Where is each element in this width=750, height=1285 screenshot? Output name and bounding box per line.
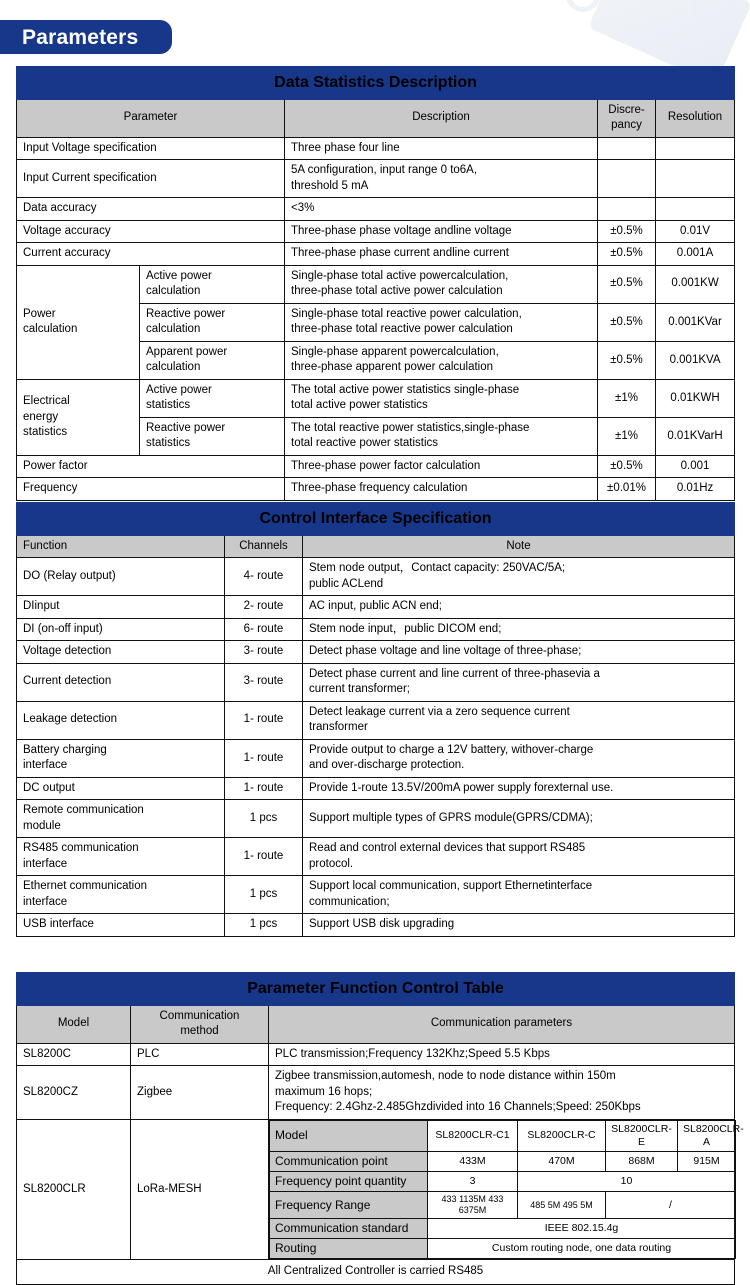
lora-row-communication-standard [270, 1219, 736, 1239]
cell-channels: 1- route [225, 701, 303, 739]
column-header-note: Note [303, 535, 735, 558]
lora-model-value: SL8200CLR-A [678, 1120, 736, 1151]
column-header-description: Description [285, 99, 598, 137]
cell-parameters: Zigbee transmission,automesh, node to node distance within 150m maximum 16 hops; Frequency: 2.4Ghz-2.485Ghzdivided into 16 Channels;Speed: 250Kbps [269, 1066, 735, 1120]
table-row [17, 455, 735, 478]
cell-discrepancy: ±0.01% [598, 478, 656, 501]
cell-resolution: 0.001KW [656, 265, 735, 303]
cell-discrepancy: ±0.5% [598, 303, 656, 341]
cell-resolution: 0.001KVA [656, 341, 735, 379]
lora-row-model [270, 1120, 736, 1151]
cell-channels: 6- route [225, 618, 303, 641]
cell-description: Three-phase power factor calculation [285, 455, 598, 478]
cell-channels: 1 pcs [225, 876, 303, 914]
table-title-row [17, 503, 735, 536]
cell-parameter: Current accuracy [17, 243, 285, 266]
cell-resolution [656, 137, 735, 160]
lora-row-frequency-range [270, 1191, 736, 1219]
cell-resolution: 0.001KVar [656, 303, 735, 341]
table-row [17, 701, 735, 739]
cell-note: Provide output to charge a 12V battery, withover-charge and over-discharge protection. [303, 739, 735, 777]
lora-model-value: SL8200CLR-C [518, 1120, 606, 1151]
lora-model-value: SL8200CLR-C1 [428, 1120, 518, 1151]
cell-parameter-sub: Apparent power calculation [140, 341, 285, 379]
cell-function: Remote communication module [17, 800, 225, 838]
watermark-shape-1 [588, 0, 750, 70]
table-footer-row [17, 1260, 735, 1285]
cell-function: Current detection [17, 663, 225, 701]
lora-label-communication-standard: Communication standard [270, 1219, 428, 1239]
data-statistics-table [16, 66, 735, 501]
footer-note: All Centralized Controller is carried RS485 [17, 1260, 735, 1285]
cell-discrepancy: ±1% [598, 417, 656, 455]
table-row [17, 198, 735, 221]
parameters-banner-label: Parameters [22, 25, 139, 49]
lora-communication-standard-value: IEEE 802.15.4g [428, 1219, 736, 1239]
cell-function: Voltage detection [17, 641, 225, 664]
cell-description: Three phase four line [285, 137, 598, 160]
column-header-communication-parameters: Communication parameters [269, 1005, 735, 1043]
cell-note: Support local communication, support Ethernetinterface communication; [303, 876, 735, 914]
cell-description: Three-phase frequency calculation [285, 478, 598, 501]
cell-parameter: Voltage accuracy [17, 220, 285, 243]
control-interface-table-wrapper [16, 502, 734, 937]
table-row [17, 220, 735, 243]
cell-channels: 1 pcs [225, 914, 303, 937]
cell-function: Battery charging interface [17, 739, 225, 777]
cell-discrepancy: ±0.5% [598, 455, 656, 478]
cell-channels: 1 pcs [225, 800, 303, 838]
cell-resolution: 0.01V [656, 220, 735, 243]
cell-description: The total reactive power statistics,single-phase total reactive power statistics [285, 417, 598, 455]
table-row [17, 243, 735, 266]
table-title-row [17, 67, 735, 100]
cell-parameter: Input Voltage specification [17, 137, 285, 160]
cell-model: SL8200CLR [17, 1119, 131, 1260]
cell-channels: 1- route [225, 739, 303, 777]
parameter-function-table-wrapper [16, 972, 744, 1285]
cell-parameters: PLC transmission;Frequency 132Khz;Speed 5.5 Kbps [269, 1043, 735, 1066]
lora-label-routing: Routing [270, 1239, 428, 1259]
cell-method: LoRa-MESH [131, 1119, 269, 1260]
cell-parameter: Frequency [17, 478, 285, 501]
cell-note: Stem node input，public DICOM end; [303, 618, 735, 641]
cell-note: Read and control external devices that support RS485 protocol. [303, 838, 735, 876]
cell-function: Ethernet communication interface [17, 876, 225, 914]
parameter-function-table [16, 972, 744, 1285]
cell-parameter: Data accuracy [17, 198, 285, 221]
cell-description: 5A configuration, input range 0 to6A, threshold 5 mA [285, 160, 598, 198]
table-header-row [17, 99, 735, 137]
cell-channels: 3- route [225, 641, 303, 664]
column-header-communication-method: Communication method [131, 1005, 269, 1043]
cell-description: Three-phase phase current andline current [285, 243, 598, 266]
cell-parameter-sub: Active power statistics [140, 379, 285, 417]
cell-discrepancy: ±0.5% [598, 265, 656, 303]
cell-function: Leakage detection [17, 701, 225, 739]
cell-parameter: Power factor [17, 455, 285, 478]
table-row [17, 265, 735, 303]
lora-routing-value: Custom routing node, one data routing [428, 1239, 736, 1259]
lora-freq-qty-value: 3 [428, 1171, 518, 1191]
lora-communication-point-value: 433M [428, 1151, 518, 1171]
lora-row-communication-point [270, 1151, 736, 1171]
lora-frequency-range-value: 485 5M 495 5M [518, 1191, 606, 1219]
lora-communication-point-value: 915M [678, 1151, 736, 1171]
table-row [17, 478, 735, 501]
cell-model: SL8200CZ [17, 1066, 131, 1120]
lora-communication-point-value: 868M [606, 1151, 678, 1171]
table-row [17, 739, 735, 777]
cell-note: Detect phase voltage and line voltage of three-phase; [303, 641, 735, 664]
cell-function: DO (Relay output) [17, 558, 225, 596]
cell-channels: 4- route [225, 558, 303, 596]
cell-note: Support USB disk upgrading [303, 914, 735, 937]
cell-discrepancy [598, 160, 656, 198]
cell-parameter-sub: Reactive power calculation [140, 303, 285, 341]
cell-discrepancy: ±0.5% [598, 220, 656, 243]
data-statistics-table-wrapper [16, 66, 734, 501]
cell-note: Detect phase current and line current of three-phasevia a current transformer; [303, 663, 735, 701]
table-row [17, 641, 735, 664]
cell-description: Single-phase apparent powercalculation, three-phase apparent power calculation [285, 341, 598, 379]
table-title: Data Statistics Description [17, 67, 735, 100]
table-row [17, 379, 735, 417]
table-title: Control Interface Specification [17, 503, 735, 536]
lora-freq-qty-value: 10 [518, 1171, 736, 1191]
lora-row-frequency-point-quantity [270, 1171, 736, 1191]
column-header-channels: Channels [225, 535, 303, 558]
table-title-row [17, 973, 735, 1006]
cell-resolution: 0.001A [656, 243, 735, 266]
watermark-ring-1 [692, 0, 732, 26]
cell-channels: 1- route [225, 777, 303, 800]
cell-note: Support multiple types of GPRS module(GPRS/CDMA); [303, 800, 735, 838]
column-header-function: Function [17, 535, 225, 558]
column-header-model: Model [17, 1005, 131, 1043]
cell-resolution: 0.01KWH [656, 379, 735, 417]
cell-discrepancy [598, 198, 656, 221]
cell-note: Provide 1-route 13.5V/200mA power supply forexternal use. [303, 777, 735, 800]
cell-function: DIinput [17, 596, 225, 619]
cell-resolution: 0.001 [656, 455, 735, 478]
cell-function: DC output [17, 777, 225, 800]
table-row [17, 1043, 735, 1066]
table-header-row [17, 535, 735, 558]
cell-function: RS485 communication interface [17, 838, 225, 876]
column-header-discrepancy: Discre- pancy [598, 99, 656, 137]
lora-model-value: SL8200CLR-E [606, 1120, 678, 1151]
watermark-ring-2 [566, 0, 600, 12]
cell-parameter-sub: Active power calculation [140, 265, 285, 303]
table-row [17, 838, 735, 876]
cell-description: <3% [285, 198, 598, 221]
watermark-decoration [430, 0, 750, 70]
cell-parameter: Electrical energy statistics [17, 379, 140, 455]
cell-description: Single-phase total active powercalculation, three-phase total active power calculation [285, 265, 598, 303]
lora-frequency-range-value: / [606, 1191, 736, 1219]
cell-channels: 3- route [225, 663, 303, 701]
table-row [17, 914, 735, 937]
table-row-lora [17, 1119, 735, 1260]
table-row [17, 876, 735, 914]
cell-description: The total active power statistics single-phase total active power statistics [285, 379, 598, 417]
parameters-banner [0, 20, 172, 54]
lora-subtable-cell [269, 1119, 744, 1260]
table-row [17, 160, 735, 198]
cell-discrepancy: ±0.5% [598, 341, 656, 379]
lora-label-frequency-point-quantity: Frequency point quantity [270, 1171, 428, 1191]
cell-parameter: Power calculation [17, 265, 140, 379]
control-interface-table [16, 502, 735, 937]
cell-parameter: Input Current specification [17, 160, 285, 198]
table-row [17, 137, 735, 160]
table-row [17, 800, 735, 838]
lora-label-communication-point: Communication point [270, 1151, 428, 1171]
cell-function: USB interface [17, 914, 225, 937]
table-row [17, 663, 735, 701]
table-row [17, 1066, 735, 1120]
lora-communication-point-value: 470M [518, 1151, 606, 1171]
column-header-parameter: Parameter [17, 99, 285, 137]
cell-discrepancy: ±1% [598, 379, 656, 417]
cell-method: Zigbee [131, 1066, 269, 1120]
lora-frequency-range-value: 433 1135M 433 6375M [428, 1191, 518, 1219]
cell-channels: 1- route [225, 838, 303, 876]
cell-description: Three-phase phase voltage andline voltage [285, 220, 598, 243]
lora-label-frequency-range: Frequency Range [270, 1191, 428, 1219]
cell-resolution [656, 160, 735, 198]
cell-resolution: 0.01Hz [656, 478, 735, 501]
cell-note: AC input, public ACN end; [303, 596, 735, 619]
lora-label-model: Model [270, 1120, 428, 1151]
cell-discrepancy: ±0.5% [598, 243, 656, 266]
lora-subtable [269, 1120, 744, 1260]
column-header-resolution: Resolution [656, 99, 735, 137]
cell-resolution [656, 198, 735, 221]
cell-resolution: 0.01KVarH [656, 417, 735, 455]
cell-note: Stem node output，Contact capacity: 250VAC/5A; public ACLend [303, 558, 735, 596]
cell-parameter-sub: Reactive power statistics [140, 417, 285, 455]
lora-row-routing [270, 1239, 736, 1259]
table-title: Parameter Function Control Table [17, 973, 735, 1006]
cell-method: PLC [131, 1043, 269, 1066]
cell-description: Single-phase total reactive power calculation, three-phase total reactive power calculation [285, 303, 598, 341]
cell-discrepancy [598, 137, 656, 160]
table-row [17, 596, 735, 619]
table-row [17, 777, 735, 800]
table-header-row [17, 1005, 735, 1043]
cell-note: Detect leakage current via a zero sequence current transformer [303, 701, 735, 739]
cell-model: SL8200C [17, 1043, 131, 1066]
cell-channels: 2- route [225, 596, 303, 619]
cell-function: DI (on-off input) [17, 618, 225, 641]
table-row [17, 558, 735, 596]
table-row [17, 618, 735, 641]
